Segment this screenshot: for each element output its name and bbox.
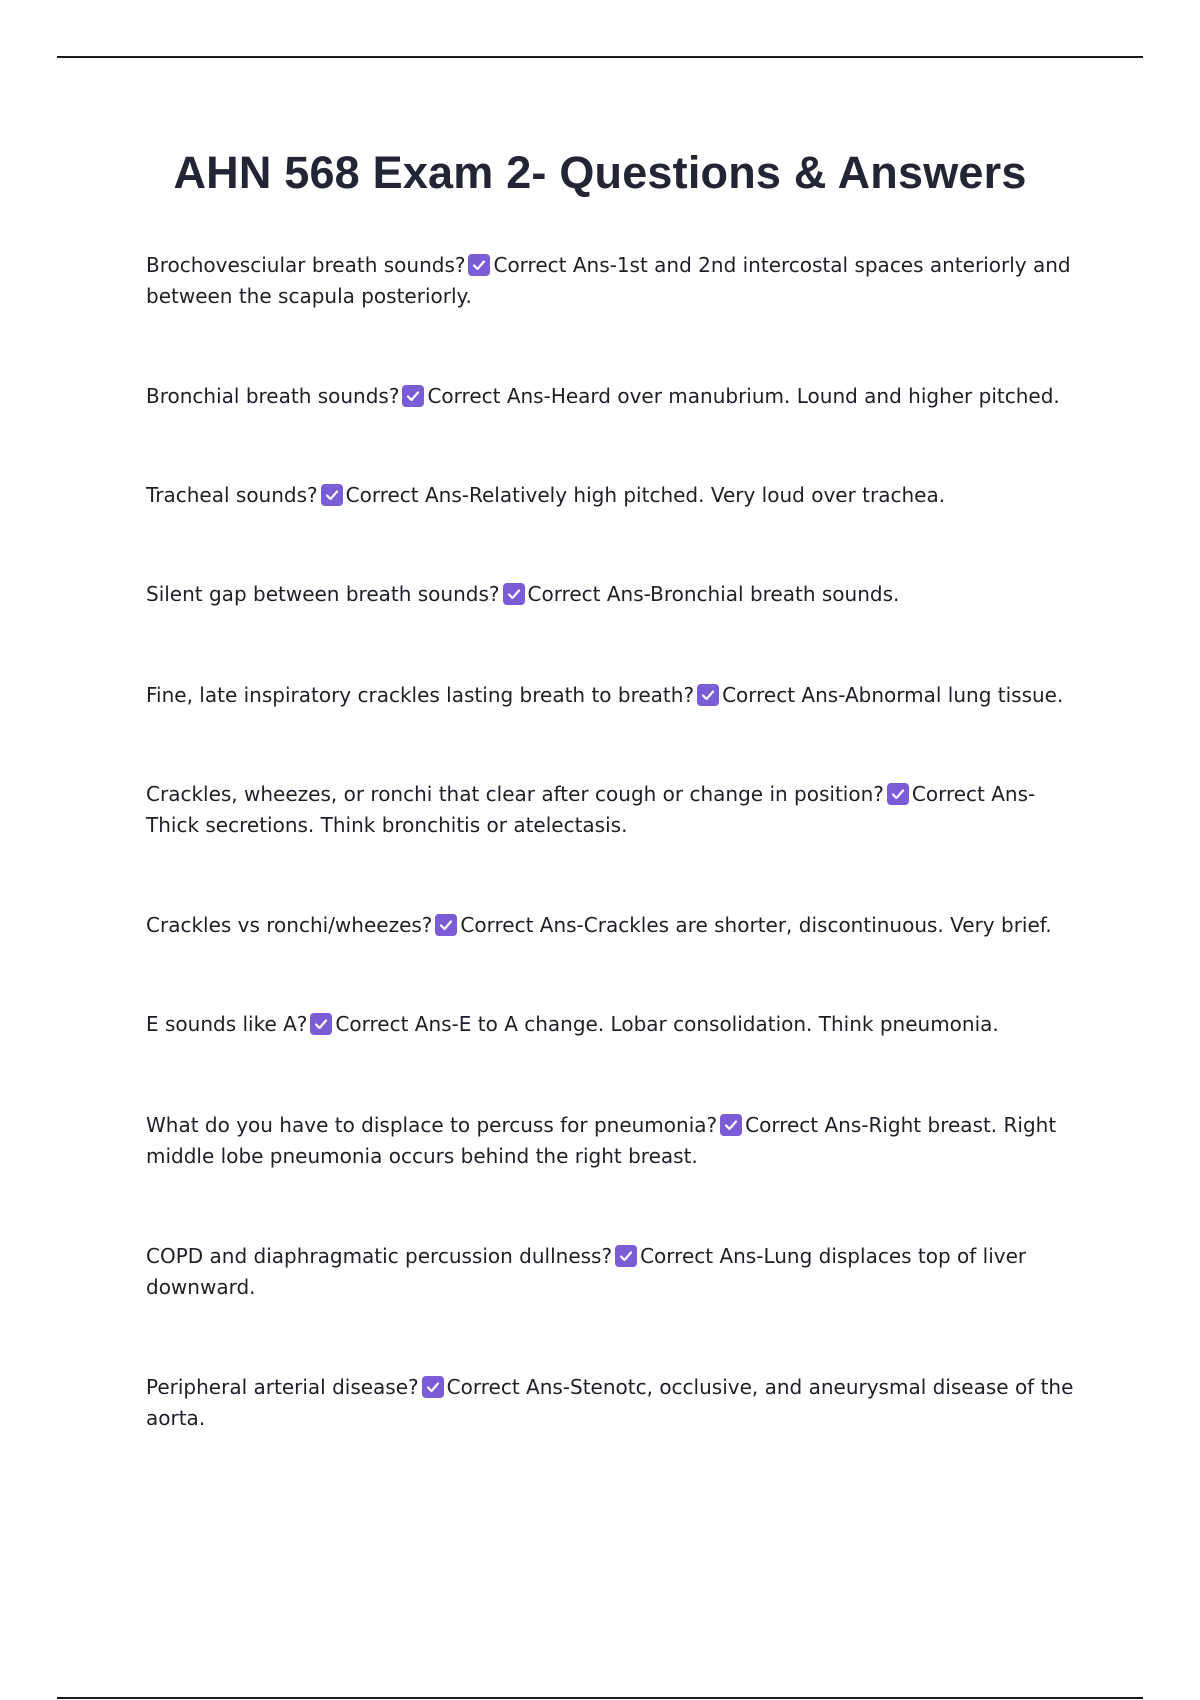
qa-item [146, 1110, 1081, 1172]
question-text: Tracheal sounds? [146, 483, 318, 507]
answer-text: Correct Ans-Stenotc, occlusive, and aneurysmal disease of the aorta. [146, 1375, 1074, 1430]
qa-item [146, 250, 1081, 312]
answer-text: Correct Ans-Lung displaces top of liver downward. [146, 1244, 1027, 1299]
question-text: Crackles, wheezes, or ronchi that clear after cough or change in position? [146, 782, 884, 806]
answer-text: Correct Ans-Right breast. Right middle lobe pneumonia occurs behind the right breast. [146, 1113, 1057, 1168]
top-rule [57, 56, 1143, 58]
question-text: COPD and diaphragmatic percussion dullness? [146, 1244, 613, 1268]
checkmark-box-icon [402, 385, 424, 407]
answer-text: Correct Ans-Relatively high pitched. Very loud over trachea. [345, 483, 946, 507]
checkmark-box-icon [720, 1114, 742, 1136]
qa-item [146, 910, 1081, 941]
question-text: Peripheral arterial disease? [146, 1375, 419, 1399]
qa-item [146, 480, 1081, 511]
checkmark-box-icon [887, 783, 909, 805]
answer-text: Correct Ans-1st and 2nd intercostal spaces anteriorly and between the scapula posteriorly. [146, 253, 1071, 308]
checkmark-box-icon [697, 684, 719, 706]
checkmark-box-icon [615, 1245, 637, 1267]
answer-text: Correct Ans-Crackles are shorter, discontinuous. Very brief. [460, 913, 1052, 937]
answer-text: Correct Ans-Heard over manubrium. Lound and higher pitched. [427, 384, 1060, 408]
qa-item [146, 779, 1081, 841]
qa-item [146, 1372, 1081, 1434]
checkmark-box-icon [422, 1376, 444, 1398]
qa-item [146, 1241, 1081, 1303]
answer-text: Correct Ans-Thick secretions. Think bronchitis or atelectasis. [146, 782, 1036, 837]
qa-item [146, 579, 1081, 610]
question-text: What do you have to displace to percuss for pneumonia? [146, 1113, 718, 1137]
answer-text: Correct Ans-Abnormal lung tissue. [722, 683, 1064, 707]
qa-item [146, 381, 1081, 412]
checkmark-box-icon [321, 484, 343, 506]
qa-item [146, 1009, 1081, 1040]
question-text: Fine, late inspiratory crackles lasting breath to breath? [146, 683, 695, 707]
page-title: AHN 568 Exam 2- Questions & Answers [173, 147, 1027, 198]
qa-item [146, 680, 1081, 711]
bottom-rule [57, 1697, 1143, 1699]
checkmark-box-icon [503, 583, 525, 605]
checkmark-box-icon [435, 914, 457, 936]
question-text: Crackles vs ronchi/wheezes? [146, 913, 433, 937]
question-text: E sounds like A? [146, 1012, 308, 1036]
answer-text: Correct Ans-E to A change. Lobar consolidation. Think pneumonia. [335, 1012, 999, 1036]
question-text: Bronchial breath sounds? [146, 384, 400, 408]
answer-text: Correct Ans-Bronchial breath sounds. [527, 582, 900, 606]
checkmark-box-icon [310, 1013, 332, 1035]
question-text: Brochovesciular breath sounds? [146, 253, 466, 277]
question-text: Silent gap between breath sounds? [146, 582, 500, 606]
checkmark-box-icon [468, 254, 490, 276]
